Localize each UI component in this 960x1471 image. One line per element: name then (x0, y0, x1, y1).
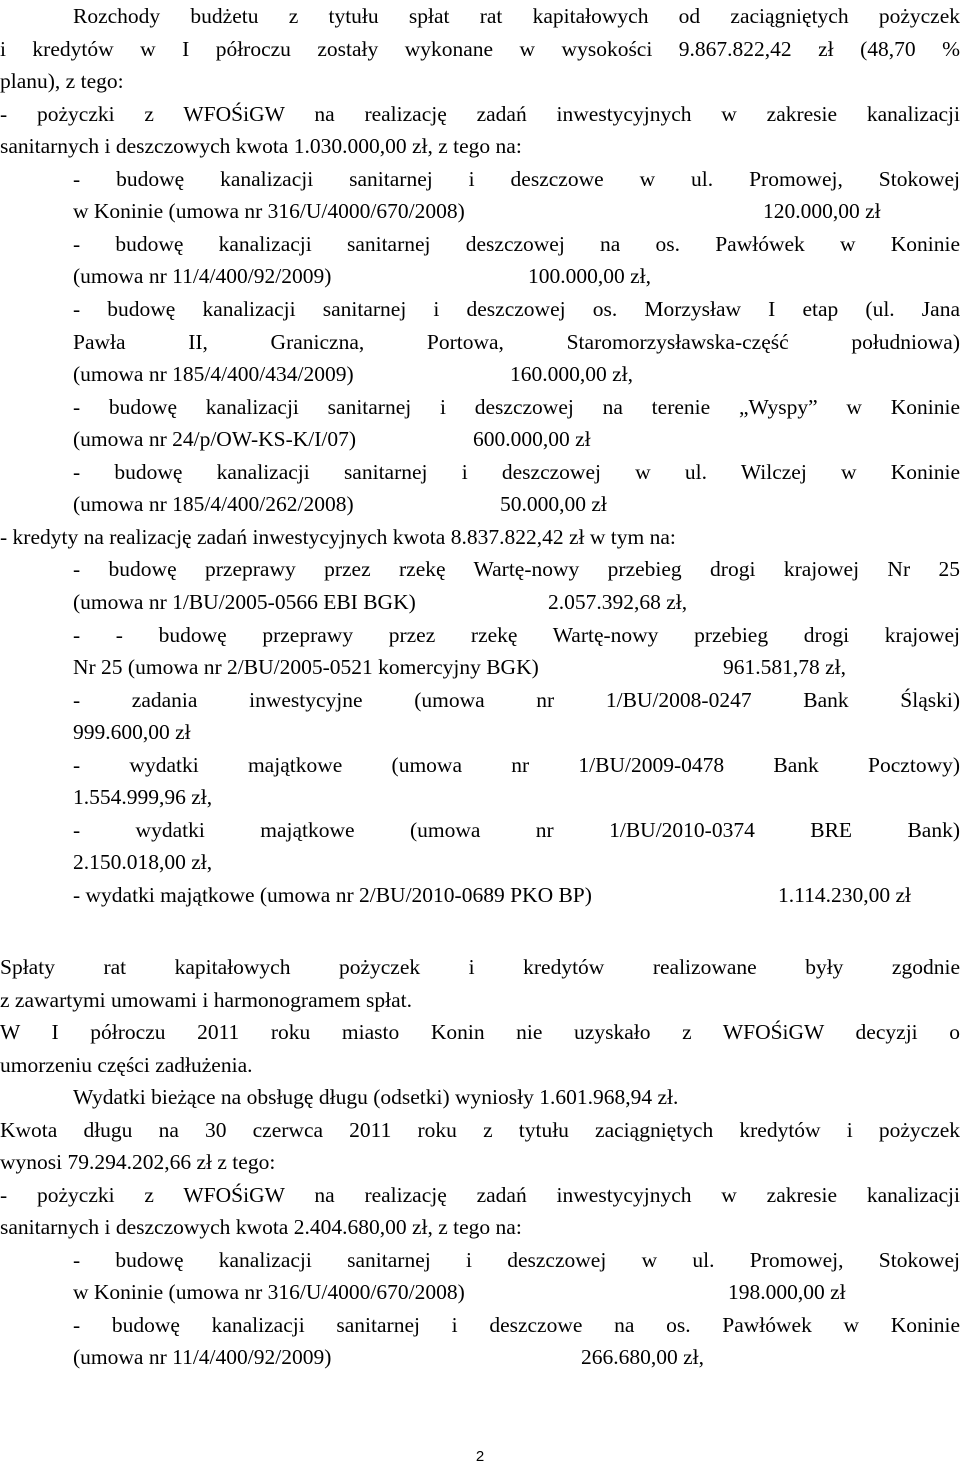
contract-description: (umowa nr 185/4/400/434/2009) (73, 362, 354, 386)
text-line: z zawartymi umowami i harmonogramem spłat. (0, 988, 412, 1012)
text-line: Spłaty rat kapitałowych pożyczek i kredytów realizowane były zgodnie (0, 955, 960, 979)
contract-description: (umowa nr 24/p/OW-KS-K/I/07) (73, 427, 357, 451)
text-line: sanitarnych i deszczowych kwota 2.404.680,00 zł, z tego na: (0, 1215, 522, 1239)
text-line (73, 1341, 960, 1374)
text-line: sanitarnych i deszczowych kwota 1.030.000,00 zł, z tego na: (0, 134, 522, 158)
amount-value: 266.680,00 zł, (581, 1345, 705, 1369)
text-line: 2.150.018,00 zł, (73, 850, 213, 874)
contract-description: (umowa nr 185/4/400/262/2008) (73, 492, 354, 516)
text-line: - budowę kanalizacji sanitarnej i deszczowej os. Morzysław I etap (ul. Jana (73, 297, 960, 321)
text-line (73, 260, 960, 293)
page-number: 2 (475, 1448, 485, 1465)
contract-description: (umowa nr 11/4/400/92/2009) (73, 1345, 332, 1369)
contract-description: - wydatki majątkowe (umowa nr 2/BU/2010-0689 PKO BP) (73, 883, 592, 907)
text-line: - budowę kanalizacji sanitarnej i deszczowej w ul. Promowej, Stokowej (73, 1248, 960, 1272)
text-line (73, 488, 960, 521)
contract-description: (umowa nr 1/BU/2005-0566 EBI BGK) (73, 590, 416, 614)
text-line (73, 586, 960, 619)
text-line: Rozchody budżetu z tytułu spłat rat kapitałowych od zaciągniętych pożyczek (73, 4, 960, 28)
text-line: planu), z tego: (0, 69, 124, 93)
text-line (73, 423, 960, 456)
amount-value: 2.057.392,68 zł, (548, 590, 688, 614)
text-line: - wydatki majątkowe (umowa nr 1/BU/2010-0374 BRE Bank) (73, 818, 960, 842)
text-line: - budowę kanalizacji sanitarnej i deszczowe w ul. Promowej, Stokowej (73, 167, 960, 191)
text-line (73, 195, 960, 228)
text-line: - wydatki majątkowe (umowa nr 1/BU/2009-0478 Bank Pocztowy) (73, 753, 960, 777)
amount-value: 160.000,00 zł, (510, 362, 634, 386)
text-line: Kwota długu na 30 czerwca 2011 roku z tytułu zaciągniętych kredytów i pożyczek (0, 1118, 960, 1142)
text-line: - budowę kanalizacji sanitarnej i deszczowej na terenie „Wyspy” w Koninie (73, 395, 960, 419)
amount-value: 198.000,00 zł (728, 1280, 846, 1304)
contract-description: Nr 25 (umowa nr 2/BU/2005-0521 komercyjny BGK) (73, 655, 539, 679)
text-line: Wydatki bieżące na obsługę długu (odsetki) wyniosły 1.601.968,94 zł. (73, 1085, 679, 1109)
text-line: - budowę kanalizacji sanitarnej deszczowej na os. Pawłówek w Koninie (73, 232, 960, 256)
text-line: - - budowę przeprawy przez rzekę Wartę-nowy przebieg drogi krajowej (73, 623, 960, 647)
text-line: - budowę kanalizacji sanitarnej i deszczowe na os. Pawłówek w Koninie (73, 1313, 960, 1337)
text-line (73, 358, 960, 391)
text-line (73, 651, 960, 684)
text-line: - pożyczki z WFOŚiGW na realizację zadań inwestycyjnych w zakresie kanalizacji (0, 102, 960, 126)
amount-value: 600.000,00 zł (473, 427, 591, 451)
text-line: 1.554.999,96 zł, (73, 785, 213, 809)
text-line: W I półroczu 2011 roku miasto Konin nie uzyskało z WFOŚiGW decyzji o (0, 1020, 960, 1044)
text-line: umorzeniu części zadłużenia. (0, 1053, 253, 1077)
text-line: i kredytów w I półroczu zostały wykonane w wysokości 9.867.822,42 zł (48,70 % (0, 37, 960, 61)
amount-value: 120.000,00 zł (763, 199, 881, 223)
text-line: wynosi 79.294.202,66 zł z tego: (0, 1150, 276, 1174)
text-line: - kredyty na realizację zadań inwestycyjnych kwota 8.837.822,42 zł w tym na: (0, 525, 676, 549)
amount-value: 100.000,00 zł, (528, 264, 652, 288)
amount-value: 50.000,00 zł (500, 492, 607, 516)
text-line: - budowę przeprawy przez rzekę Wartę-nowy przebieg drogi krajowej Nr 25 (73, 557, 960, 581)
amount-value: 961.581,78 zł, (723, 655, 847, 679)
text-line: 999.600,00 zł (73, 720, 191, 744)
text-line: - budowę kanalizacji sanitarnej i deszczowej w ul. Wilczej w Koninie (73, 460, 960, 484)
contract-description: (umowa nr 11/4/400/92/2009) (73, 264, 332, 288)
text-line (73, 1276, 960, 1309)
text-line: - pożyczki z WFOŚiGW na realizację zadań inwestycyjnych w zakresie kanalizacji (0, 1183, 960, 1207)
text-line (73, 879, 960, 912)
amount-value: 1.114.230,00 zł (778, 883, 911, 907)
contract-description: w Koninie (umowa nr 316/U/4000/670/2008) (73, 1280, 465, 1304)
text-line: Pawła II, Graniczna, Portowa, Staromorzysławska-część południowa) (73, 330, 960, 354)
contract-description: w Koninie (umowa nr 316/U/4000/670/2008) (73, 199, 465, 223)
text-line: - zadania inwestycyjne (umowa nr 1/BU/2008-0247 Bank Śląski) (73, 688, 960, 712)
